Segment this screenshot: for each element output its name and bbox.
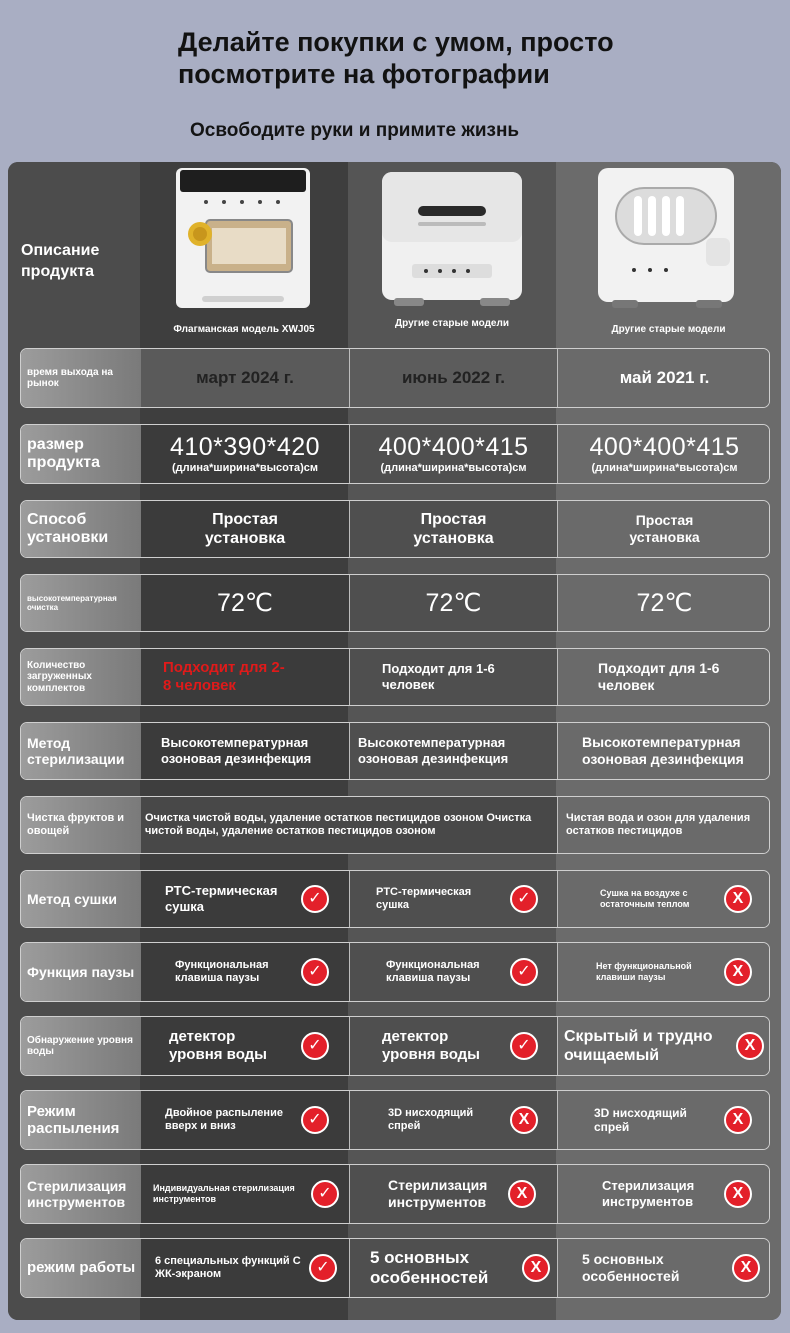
row-label: Метод сушки (21, 871, 141, 927)
cell-value: 5 основных особенностей (370, 1247, 489, 1287)
cell-value: Простая установка (413, 510, 494, 547)
cell-value: Нет функциональной клавиши паузы (596, 961, 692, 982)
table-header (8, 162, 781, 348)
table-row-waterlevel (20, 1016, 770, 1076)
cross-icon: X (724, 885, 752, 913)
row-label: Чистка фруктов и овощей (21, 797, 141, 853)
cell-value: 400*400*415 (378, 433, 529, 462)
product-caption: Другие старые модели (611, 324, 726, 335)
cell-value: Двойное распыление вверх и вниз (165, 1106, 283, 1132)
table-row-capacity (20, 648, 770, 706)
check-icon: ✓ (510, 885, 538, 913)
check-icon: ✓ (301, 1032, 329, 1060)
table-row-size (20, 424, 770, 484)
cell-value: Подходит для 1-6 человек (382, 661, 495, 692)
cell-value: 3D нисходящий спрей (388, 1106, 474, 1132)
cell-value: Индивидуальная стерилизация инструментов (153, 1183, 295, 1204)
check-icon: ✓ (311, 1180, 339, 1208)
cell-value: Скрытый и трудно очищаемый (564, 1027, 713, 1064)
product-old-1 (348, 162, 556, 348)
product-caption: Другие старые модели (395, 318, 509, 329)
cell-value: Высокотемпературная озоновая дезинфекция (161, 735, 312, 766)
cell-value: 410*390*420 (169, 433, 321, 462)
header-label: Описание продукта (21, 242, 100, 280)
dishwasher-old-2-image (556, 162, 781, 322)
check-icon: ✓ (301, 958, 329, 986)
cell-unit: (длина*ширина*высота)см (380, 462, 527, 475)
check-icon: ✓ (301, 1106, 329, 1134)
cell-value: Функциональная клавиша паузы (386, 958, 480, 984)
cell-value-merged: Очистка чистой воды, удаление остатков пестицидов озоном Очистка чистой воды, удаление остатков пестицидов озоном (145, 811, 532, 837)
check-icon: ✓ (301, 885, 329, 913)
check-icon: ✓ (309, 1254, 337, 1282)
cell-value: Функциональная клавиша паузы (175, 958, 269, 984)
table-row-pause (20, 942, 770, 1002)
cell-value: май 2021 г. (619, 367, 710, 387)
row-label: время выхода на рынок (21, 349, 141, 407)
cell-value: PTC-термическая сушка (376, 885, 472, 911)
row-label: Режим распыления (21, 1091, 141, 1149)
table-row-drying (20, 870, 770, 928)
row-label: высокотемпературная очистка (21, 575, 141, 631)
cell-value: март 2024 г. (196, 367, 294, 387)
cross-icon: X (508, 1180, 536, 1208)
cell-value-highlight: Подходит для 2-8 человек (163, 659, 285, 694)
cell-value: Сушка на воздухе с остаточным теплом (600, 888, 690, 909)
cell-value: Высокотемпературная озоновая дезинфекция (358, 735, 509, 766)
cell-value: Простая установка (629, 512, 700, 545)
row-label: размер продукта (21, 425, 141, 483)
cell-value: 72℃ (425, 589, 482, 617)
row-label: режим работы (21, 1239, 141, 1297)
cell-value: Простая установка (204, 510, 286, 547)
cell-unit: (длина*ширина*высота)см (171, 462, 319, 475)
product-caption: Флагманская модель XWJ05 (173, 324, 315, 335)
comparison-table (8, 162, 781, 1320)
page-subtitle: Освободите руки и примите жизнь (190, 120, 520, 141)
product-flagship (140, 162, 348, 348)
row-label: Функция паузы (21, 943, 141, 1001)
check-icon: ✓ (510, 958, 538, 986)
cell-value: детектор уровня воды (169, 1028, 267, 1063)
cell-value: 72℃ (217, 589, 273, 617)
cell-value: Стерилизация инструментов (602, 1178, 695, 1209)
cell-value: 3D нисходящий спрей (594, 1105, 687, 1134)
table-row-fruit (20, 796, 770, 854)
cell-value: 400*400*415 (589, 433, 740, 462)
table-row-modes (20, 1238, 770, 1298)
table-row-install (20, 500, 770, 558)
table-row-tools (20, 1164, 770, 1224)
cell-value: детектор уровня воды (382, 1028, 480, 1063)
page-title: Делайте покупки с умом, просто посмотрите на фотографии (178, 27, 614, 89)
cell-value: июнь 2022 г. (401, 367, 506, 387)
cell-value: Высокотемпературная озоновая дезинфекция (582, 734, 744, 767)
row-label: Способ установки (21, 501, 141, 557)
cell-value: 6 специальных функций С ЖК-экраном (155, 1254, 301, 1280)
row-label: Обнаружение уровня воды (21, 1017, 141, 1075)
dishwasher-old-1-image (348, 162, 556, 322)
cell-value: Стерилизация инструментов (388, 1177, 488, 1210)
cross-icon: X (724, 958, 752, 986)
cell-value: Подходит для 1-6 человек (598, 660, 720, 693)
cross-icon: X (724, 1180, 752, 1208)
table-row-hightemp (20, 574, 770, 632)
cross-icon: X (736, 1032, 764, 1060)
cell-unit: (длина*ширина*высота)см (591, 462, 738, 475)
cross-icon: X (522, 1254, 550, 1282)
cross-icon: X (732, 1254, 760, 1282)
cell-value: Чистая вода и озон для удаления остатков пестицидов (566, 811, 751, 837)
table-row-release (20, 348, 770, 408)
cell-value: PTC-термическая сушка (165, 883, 278, 914)
cross-icon: X (724, 1106, 752, 1134)
product-old-2 (556, 162, 781, 348)
cell-value: 5 основных особенностей (582, 1251, 680, 1284)
row-label: Метод стерилизации (21, 723, 141, 779)
table-row-sterilization (20, 722, 770, 780)
cross-icon: X (510, 1106, 538, 1134)
dishwasher-flagship-image (140, 162, 348, 322)
check-icon: ✓ (510, 1032, 538, 1060)
table-row-spray (20, 1090, 770, 1150)
cell-value: 72℃ (636, 589, 693, 617)
row-label: Количество загруженных комплектов (21, 649, 141, 705)
row-label: Стерилизация инструментов (21, 1165, 141, 1223)
